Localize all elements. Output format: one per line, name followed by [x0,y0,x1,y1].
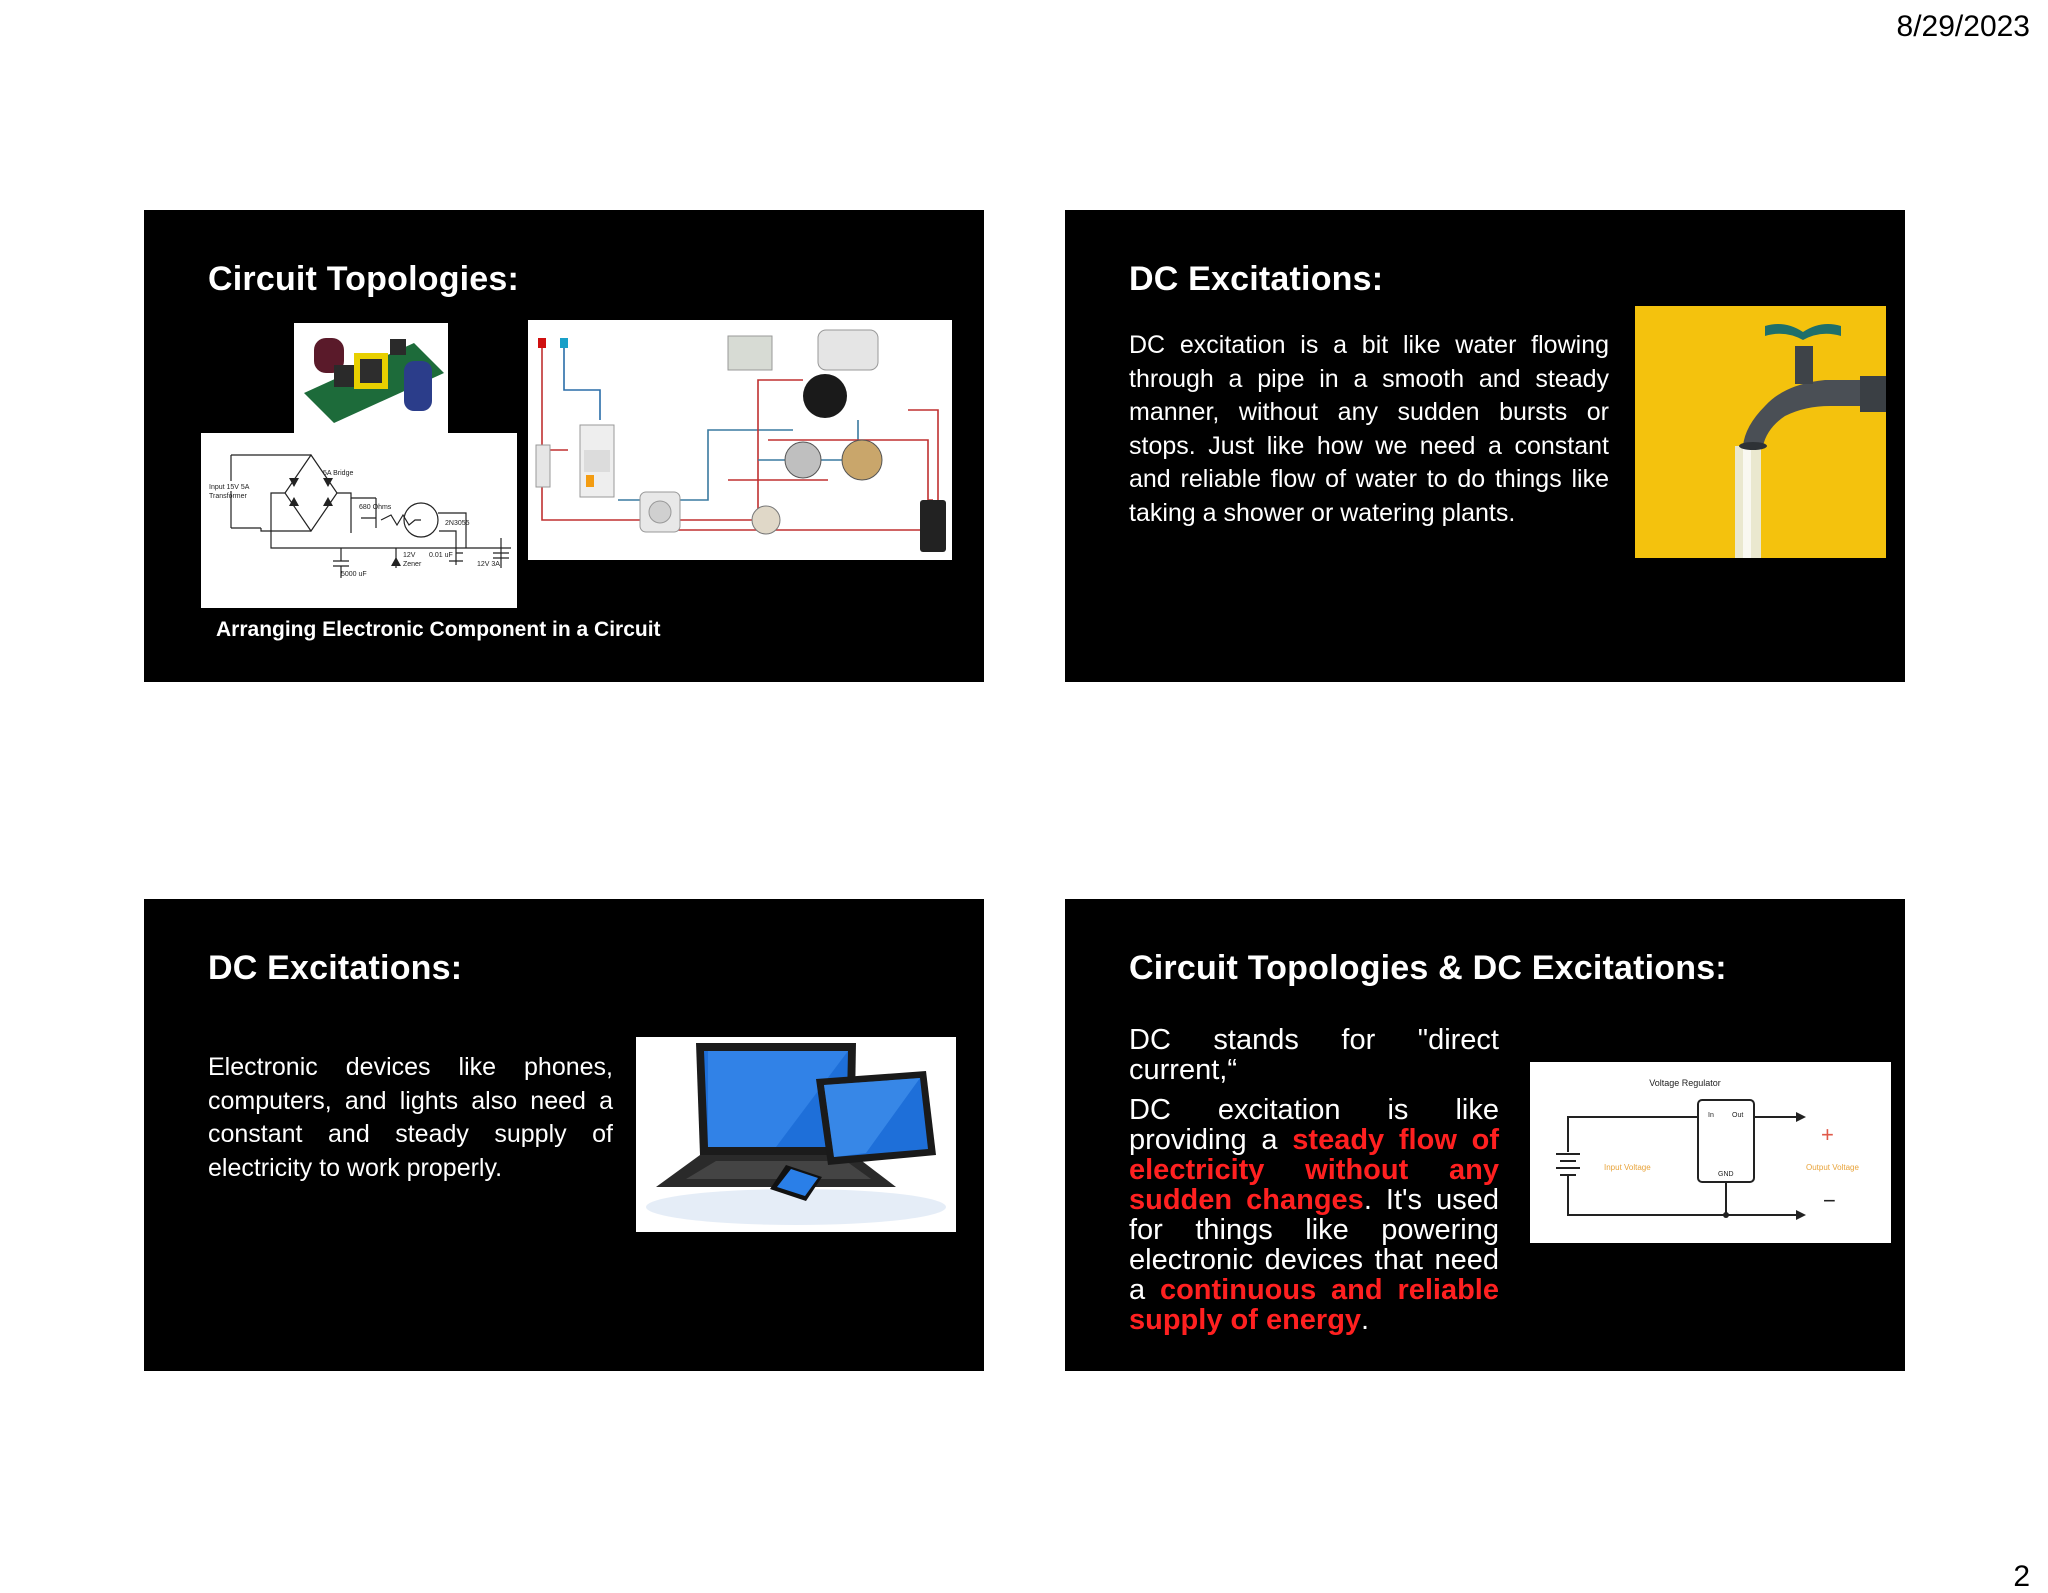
label-zener: 12V [403,552,416,559]
slide-title: Circuit Topologies: [208,260,520,298]
water-faucet-photo [1635,306,1886,558]
highlight-continuous-supply: continuous and reliable supply of energy [1129,1274,1499,1336]
power-board-photo [294,323,448,433]
label-bridge: 5A Bridge [323,470,354,477]
plus-sign: + [1821,1122,1834,1147]
input-voltage-label: Input Voltage [1604,1163,1651,1172]
diagram-title: Voltage Regulator [1649,1078,1721,1088]
slide-title: DC Excitations: [208,949,463,987]
dc-excitation-description [1129,1095,1499,1335]
svg-text:Transformer: Transformer [209,493,247,500]
highlight-steady-flow: steady flow of electricity without any sudden changes [1129,1124,1499,1216]
slide-circuit-topologies-dc [1065,899,1905,1371]
minus-sign: − [1823,1188,1836,1213]
regulator-schematic [201,433,517,608]
slide-title: DC Excitations: [1129,260,1384,298]
label-transformer: Input 15V 5A [209,484,250,491]
date-stamp: 8/29/2023 [1896,10,2030,43]
pin-in: In [1708,1112,1714,1119]
slide-circuit-topologies [144,210,984,682]
pin-out: Out [1732,1112,1744,1119]
label-transistor: 2N3055 [445,520,470,527]
slide-dc-excitations-devices [144,899,984,1371]
wiring-diagram-photo [528,320,952,560]
label-output: 12V 3A [477,561,500,568]
slide-body-text: DC excitation is a bit like water flowing through a pipe in a smooth and steady manner, without any sudden bursts or stops. Just like how we need a constant and reliable flow of water to do things like taking a shower or watering plants. [1129,331,1609,527]
label-resistor: 680 Ohms [359,504,392,511]
dc-definition-text: DC stands for "direct current,“ [1129,1024,1499,1086]
pin-gnd: GND [1718,1171,1734,1178]
slide-dc-excitations-water [1065,210,1905,682]
devices-photo [636,1037,956,1232]
label-cap-big: 5000 uF [341,571,367,578]
output-voltage-label: Output Voltage [1806,1163,1859,1172]
slide-title: Circuit Topologies & DC Excitations: [1129,949,1727,987]
desc-part-b: . It's used for things like powering electronic devices that need a [1129,1184,1499,1306]
label-cap-small: 0.01 uF [429,552,453,559]
svg-text:Zener: Zener [403,561,422,568]
page-number: 2 [2013,1560,2030,1593]
desc-part-c: . [1361,1304,1370,1336]
voltage-regulator-diagram [1530,1062,1891,1243]
slide-body-text: Electronic devices like phones, computers, and lights also need a constant and steady supply of electricity to work properly. [208,1053,613,1182]
slide-caption: Arranging Electronic Component in a Circuit [216,618,661,641]
desc-part-a: DC excitation is like providing a [1129,1094,1499,1156]
